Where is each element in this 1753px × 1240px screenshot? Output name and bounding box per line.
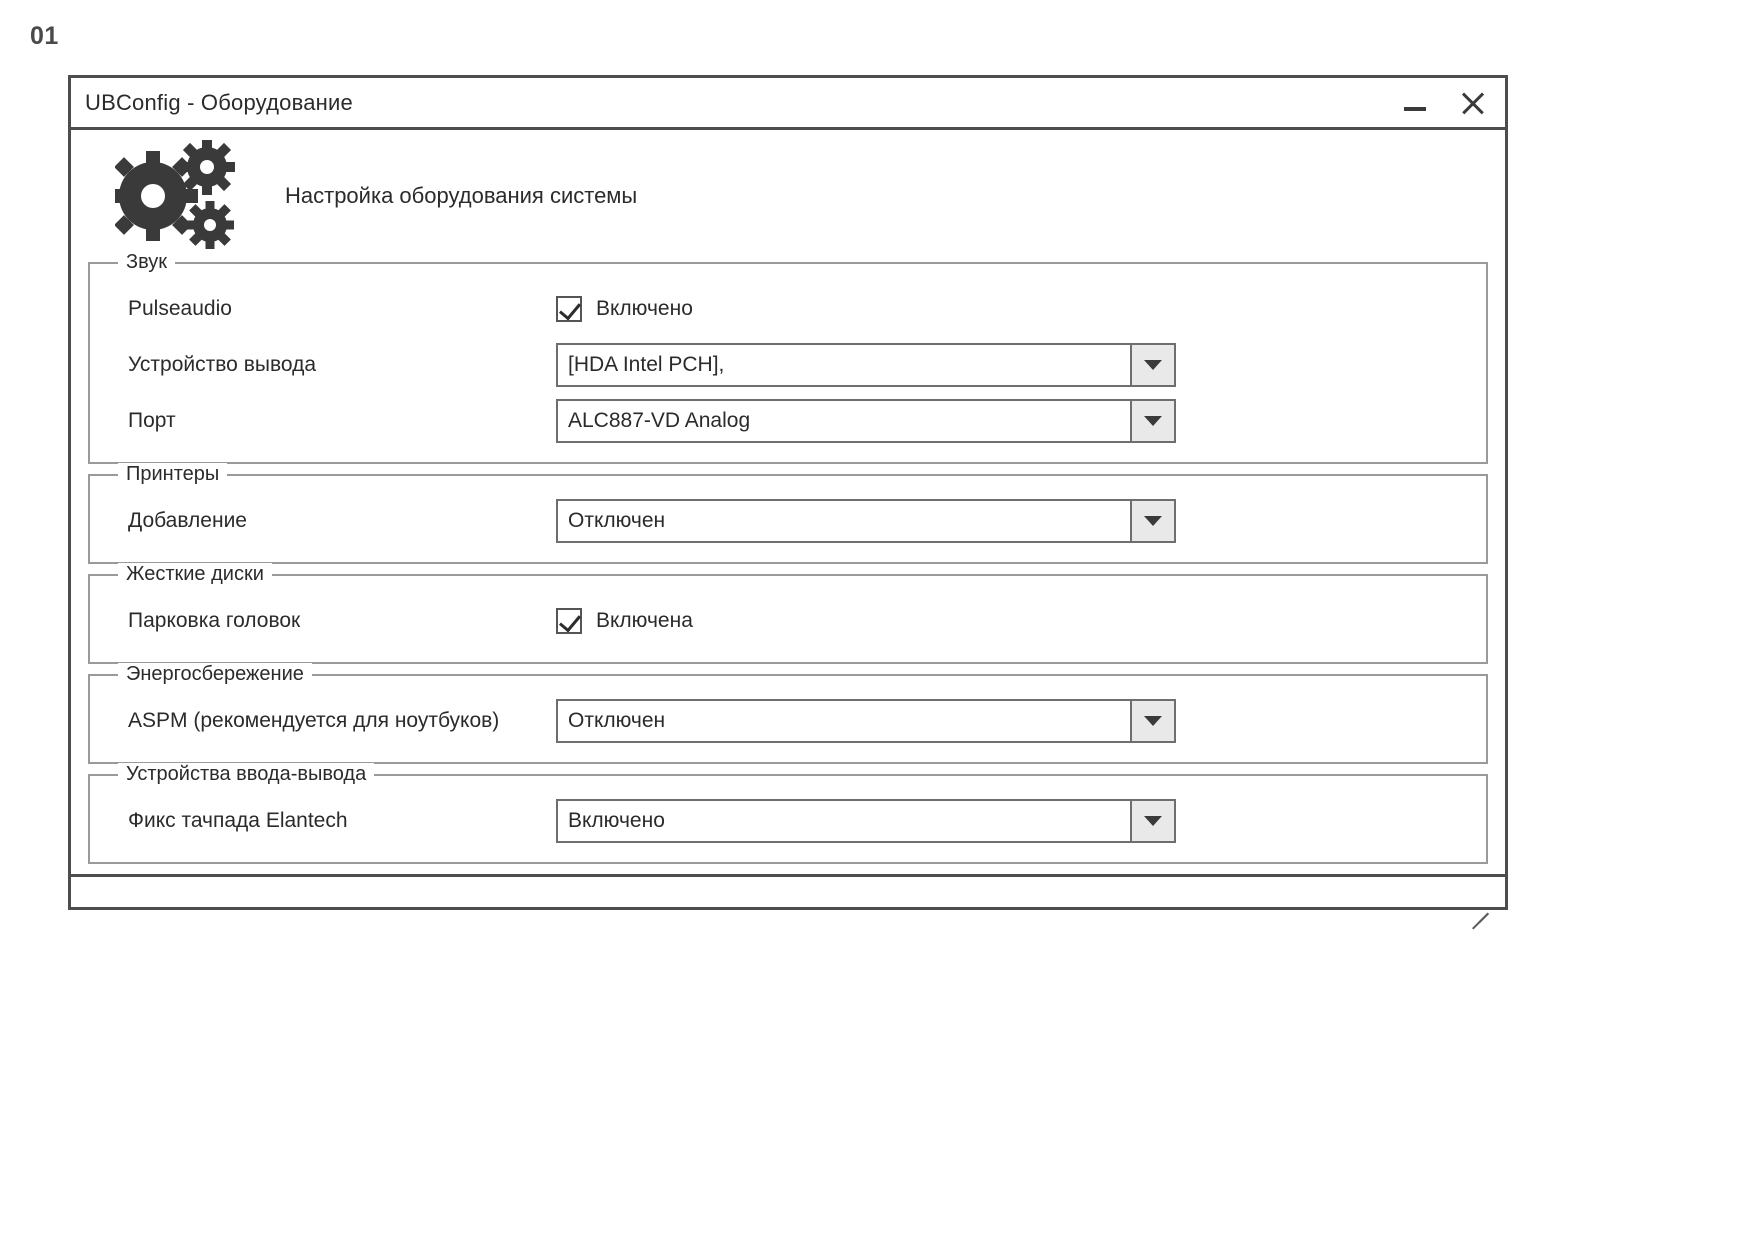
window-title: UBConfig - Оборудование xyxy=(85,89,353,115)
label-pulseaudio: Pulseaudio xyxy=(128,297,232,320)
head-parking-checkbox[interactable] xyxy=(556,608,582,634)
head-parking-checkbox-row[interactable] xyxy=(556,608,693,634)
row-printer-add xyxy=(108,498,1468,544)
chevron-down-icon[interactable] xyxy=(1130,801,1174,841)
pulseaudio-checkbox[interactable] xyxy=(556,296,582,322)
printer-add-select[interactable] xyxy=(556,499,1176,543)
group-sound-legend: Звук xyxy=(118,251,175,274)
elantech-select[interactable] xyxy=(556,799,1176,843)
group-power xyxy=(88,663,1488,764)
port-select[interactable] xyxy=(556,399,1176,443)
minimize-icon[interactable] xyxy=(1401,89,1429,117)
row-port xyxy=(108,398,1468,444)
output-device-select[interactable] xyxy=(556,343,1176,387)
window-titlebar xyxy=(71,78,1505,130)
group-io-legend: Устройства ввода-вывода xyxy=(118,763,374,786)
status-bar xyxy=(71,874,1505,925)
port-value: ALC887-VD Analog xyxy=(568,409,751,432)
pulseaudio-checkbox-row[interactable] xyxy=(556,296,693,322)
label-elantech: Фикс тачпада Elantech xyxy=(128,809,348,832)
close-icon[interactable] xyxy=(1459,89,1487,117)
row-head-parking xyxy=(108,598,1468,644)
header-caption: Настройка оборудования системы xyxy=(285,183,638,208)
header-row xyxy=(85,130,1491,262)
label-head-parking: Парковка головок xyxy=(128,609,301,632)
group-printers xyxy=(88,463,1488,564)
pulseaudio-checkbox-label: Включено xyxy=(596,297,693,320)
group-power-legend: Энергосбережение xyxy=(118,663,312,686)
label-port: Порт xyxy=(128,409,176,432)
resize-grip-icon[interactable] xyxy=(1465,892,1491,918)
row-pulseaudio xyxy=(108,286,1468,332)
label-printer-add: Добавление xyxy=(128,509,247,532)
group-io xyxy=(88,763,1488,864)
chevron-down-icon[interactable] xyxy=(1130,345,1174,385)
row-output-device xyxy=(108,342,1468,388)
aspm-select[interactable] xyxy=(556,699,1176,743)
window-controls xyxy=(1401,89,1487,117)
aspm-value: Отключен xyxy=(568,709,666,732)
printer-add-value: Отключен xyxy=(568,509,666,532)
head-parking-checkbox-label: Включена xyxy=(596,609,693,632)
chevron-down-icon[interactable] xyxy=(1130,401,1174,441)
group-sound xyxy=(88,251,1488,464)
elantech-value: Включено xyxy=(568,809,665,832)
group-printers-legend: Принтеры xyxy=(118,463,227,486)
chevron-down-icon[interactable] xyxy=(1130,501,1174,541)
ubconfig-window xyxy=(68,75,1508,910)
label-aspm: ASPM (рекомендуется для ноутбуков) xyxy=(128,709,500,732)
page-index: 01 xyxy=(30,22,59,50)
group-disks xyxy=(88,563,1488,664)
row-aspm xyxy=(108,698,1468,744)
gears-icon xyxy=(115,140,245,252)
label-output-device: Устройство вывода xyxy=(128,353,317,376)
window-body xyxy=(71,130,1505,925)
group-disks-legend: Жесткие диски xyxy=(118,563,272,586)
output-device-value: [HDA Intel PCH], xyxy=(568,353,725,376)
chevron-down-icon[interactable] xyxy=(1130,701,1174,741)
row-elantech xyxy=(108,798,1468,844)
